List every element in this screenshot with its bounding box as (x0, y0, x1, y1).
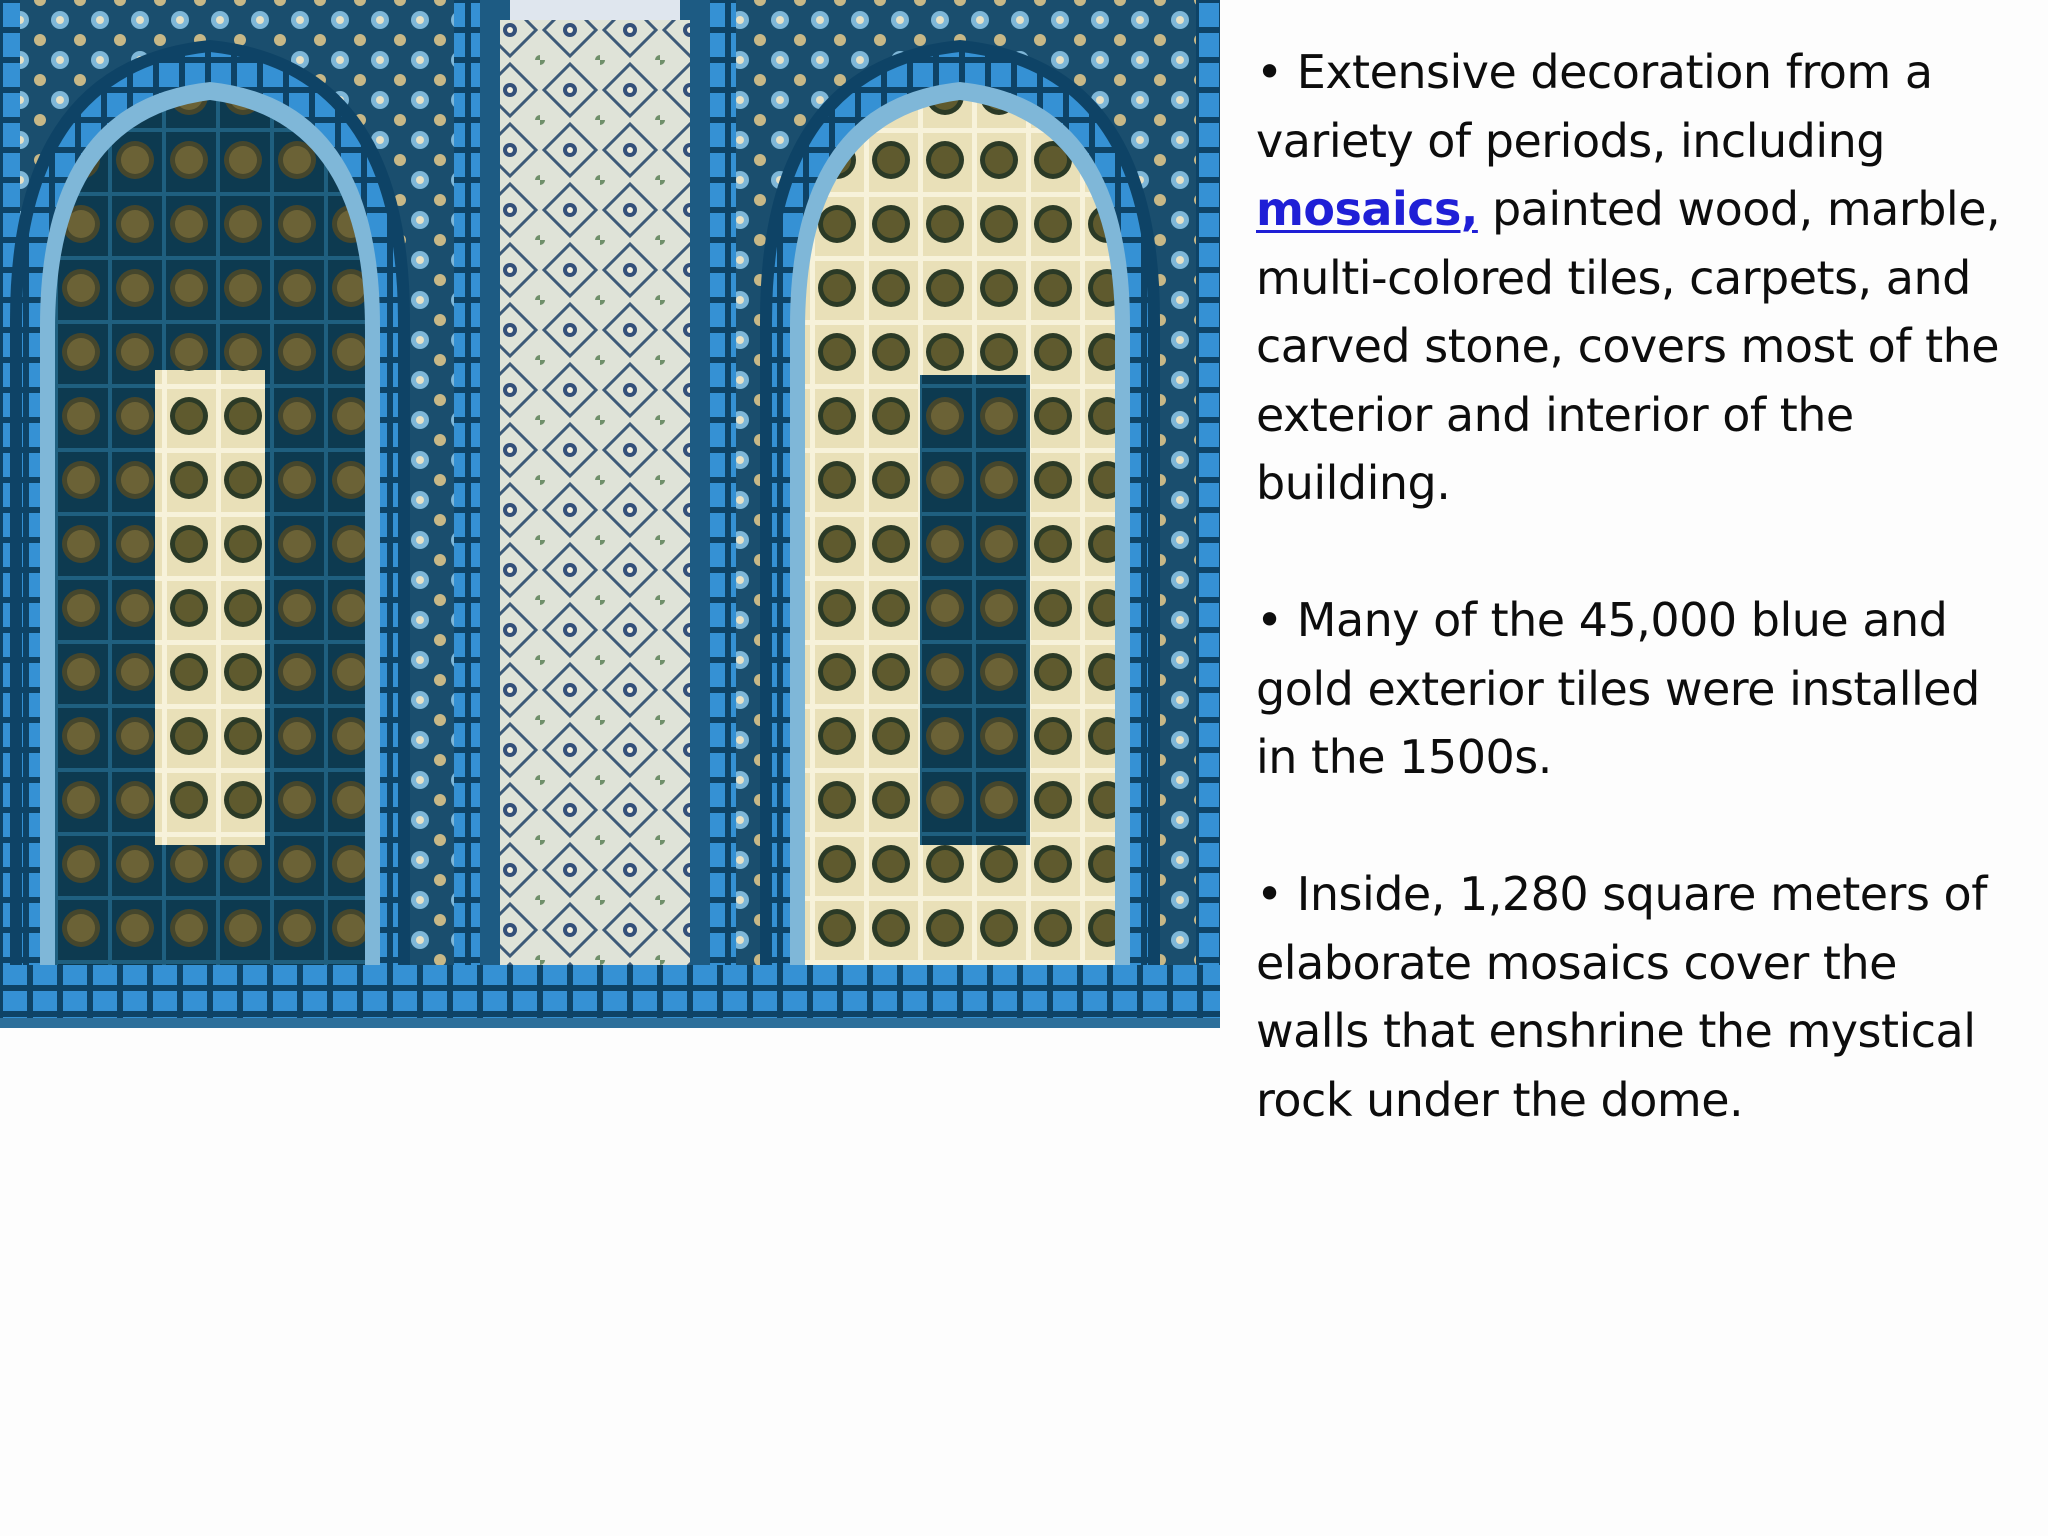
bullet-decoration-lead: • Extensive decoration from a variety of periods, including (1256, 45, 1933, 168)
bullet-decoration-tail: painted wood, marble, multi-colored tiles, carpets, and carved stone, covers most of the exterior and interior of the building. (1256, 182, 2001, 510)
mosaic-arches-image (0, 0, 1220, 1028)
bullet-interior-mosaics: • Inside, 1,280 square meters of elaborate mosaics cover the walls that enshrine the mystical rock under the dome. (1256, 867, 1987, 1127)
bullet-decoration (1256, 38, 2026, 518)
bullet-exterior-tiles: • Many of the 45,000 blue and gold exterior tiles were installed in the 1500s. (1256, 593, 1980, 784)
mosaic-tile-photo (0, 0, 1220, 1028)
bullet-list (1256, 38, 2026, 1134)
mosaics-link[interactable]: mosaics, (1256, 182, 1478, 236)
